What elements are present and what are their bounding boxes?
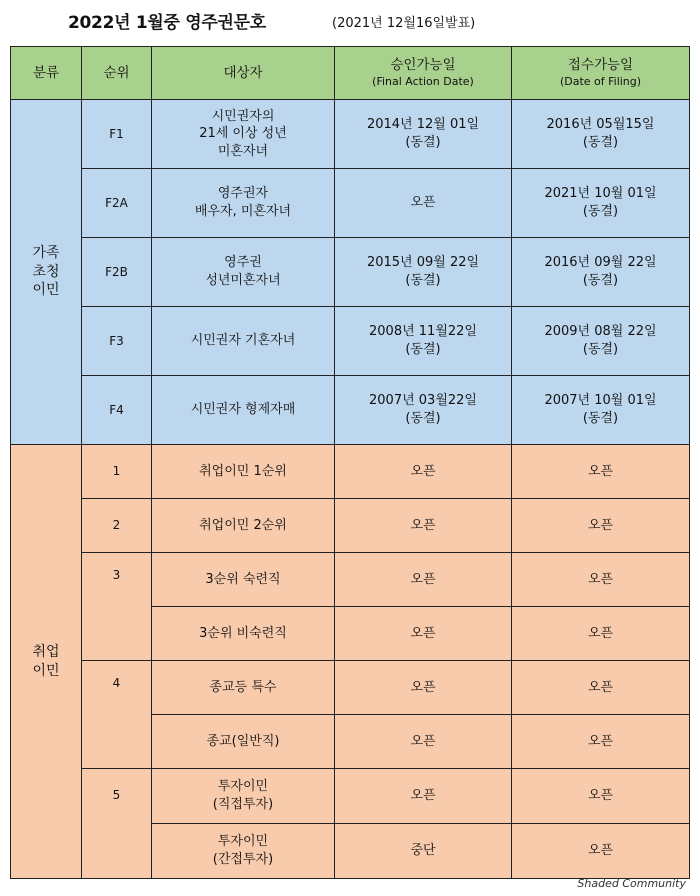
filing-status: (동결) [582, 342, 619, 357]
final-action-cell [335, 169, 512, 238]
final-action-cell: 오픈 [335, 445, 512, 499]
target-line: 시민권자 형제자매 [190, 402, 296, 418]
final-action-status: (동결) [405, 342, 441, 357]
final-action-date: 2007년 03월22일 [369, 393, 477, 409]
target-cell [152, 100, 335, 169]
target-cell: 종교등 특수 [152, 661, 335, 715]
category-employment-line: 이민 [32, 662, 60, 679]
final-action-cell: 오픈 [335, 661, 512, 715]
target-cell: 취업이민 1순위 [152, 445, 335, 499]
filing-cell [512, 169, 690, 238]
filing-cell: 오픈 [512, 499, 690, 553]
target-cell [152, 376, 335, 445]
header-final-action-ko: 승인가능일 [390, 57, 456, 74]
filing-cell [512, 376, 690, 445]
table-row [11, 661, 690, 715]
rank-cell: 4 [82, 661, 152, 769]
filing-cell: 오픈 [512, 661, 690, 715]
rank-cell: 5 [82, 769, 152, 879]
page-title: 2022년 1월중 영주권문호 [68, 13, 266, 33]
table-row [11, 769, 690, 824]
final-action-date: 2015년 09월 22일 [366, 255, 480, 271]
rank-cell: F4 [82, 376, 152, 445]
final-action-cell: 오픈 [335, 769, 512, 824]
target-line: 21세 이상 성년 [199, 126, 287, 142]
rank-cell: 2 [82, 499, 152, 553]
filing-cell [512, 100, 690, 169]
target-line: (직접투자) [212, 797, 274, 812]
filing-status: (동결) [582, 411, 619, 426]
header-final-action [335, 47, 512, 100]
filing-status: (동결) [582, 204, 619, 219]
final-action-cell: 중단 [335, 824, 512, 879]
category-employment-line: 취업 [32, 643, 60, 660]
target-line: 시민권자 기혼자녀 [190, 333, 296, 349]
target-cell [152, 169, 335, 238]
target-cell: 3순위 비숙련직 [152, 607, 335, 661]
target-cell [152, 238, 335, 307]
category-family-line: 초청 [32, 263, 60, 280]
filing-cell [512, 238, 690, 307]
target-cell [152, 307, 335, 376]
final-action-cell: 오픈 [335, 553, 512, 607]
category-family-line: 가족 [32, 244, 60, 261]
filing-date: 2016년 09월 22일 [544, 255, 657, 271]
table-row [11, 307, 690, 376]
header-final-action-en: (Final Action Date) [372, 74, 474, 88]
target-line: 시민권자의 [211, 108, 275, 124]
final-action-cell [335, 238, 512, 307]
rank-cell: F1 [82, 100, 152, 169]
watermark: Shaded Community [577, 877, 686, 890]
category-family-line: 이민 [32, 282, 60, 299]
filing-cell [512, 307, 690, 376]
category-family [11, 100, 82, 445]
header-filing-en: (Date of Filing) [559, 74, 642, 88]
filing-status: (동결) [582, 273, 619, 288]
target-line: 투자이민 [217, 834, 269, 850]
final-action-cell: 오픈 [335, 499, 512, 553]
header-category: 분류 [11, 47, 82, 100]
rank-cell: F2A [82, 169, 152, 238]
final-action-date: 오픈 [410, 195, 436, 211]
final-action-cell: 오픈 [335, 715, 512, 769]
header-rank: 순위 [82, 47, 152, 100]
rank-cell: F2B [82, 238, 152, 307]
target-cell: 3순위 숙련직 [152, 553, 335, 607]
filing-cell: 오픈 [512, 553, 690, 607]
header-row [11, 47, 690, 100]
final-action-cell [335, 376, 512, 445]
target-line: 배우자, 미혼자녀 [194, 204, 292, 219]
target-line: 영주권 [224, 255, 262, 271]
filing-date: 2016년 05월15일 [546, 117, 655, 133]
final-action-date: 2008년 11월22일 [369, 324, 477, 340]
filing-cell: 오픈 [512, 715, 690, 769]
filing-cell: 오픈 [512, 769, 690, 824]
filing-cell: 오픈 [512, 824, 690, 879]
header-target: 대상자 [152, 47, 335, 100]
target-line: 영주권자 [217, 186, 269, 202]
target-line: 성년미혼자녀 [205, 273, 281, 288]
table-row [11, 553, 690, 607]
filing-cell: 오픈 [512, 607, 690, 661]
target-cell: 종교(일반직) [152, 715, 335, 769]
rank-cell: F3 [82, 307, 152, 376]
final-action-status: (동결) [405, 411, 441, 426]
filing-date: 2021년 10월 01일 [544, 186, 657, 202]
category-employment [11, 445, 82, 879]
filing-date: 2007년 10월 01일 [544, 393, 657, 409]
table-row [11, 169, 690, 238]
final-action-date: 2014년 12월 01일 [366, 117, 480, 133]
table-row [11, 238, 690, 307]
filing-cell: 오픈 [512, 445, 690, 499]
final-action-status: (동결) [405, 135, 441, 150]
final-action-cell [335, 307, 512, 376]
rank-cell: 1 [82, 445, 152, 499]
target-cell: 취업이민 2순위 [152, 499, 335, 553]
header-filing-ko: 접수가능일 [567, 57, 634, 74]
target-line: 미혼자녀 [217, 143, 269, 159]
visa-bulletin-table [10, 46, 690, 879]
target-cell [152, 769, 335, 824]
table-row [11, 499, 690, 553]
final-action-cell: 오픈 [335, 607, 512, 661]
final-action-cell [335, 100, 512, 169]
target-cell [152, 824, 335, 879]
table-row [11, 100, 690, 169]
target-line: 투자이민 [217, 779, 269, 795]
target-line: (간접투자) [212, 852, 274, 867]
announcement-date: (2021년 12월16일발표) [332, 16, 476, 31]
table-row [11, 376, 690, 445]
header-filing [512, 47, 690, 100]
filing-date: 2009년 08월 22일 [544, 324, 657, 340]
rank-cell: 3 [82, 553, 152, 661]
table-row [11, 445, 690, 499]
filing-status: (동결) [582, 135, 619, 150]
final-action-status: (동결) [405, 273, 441, 288]
